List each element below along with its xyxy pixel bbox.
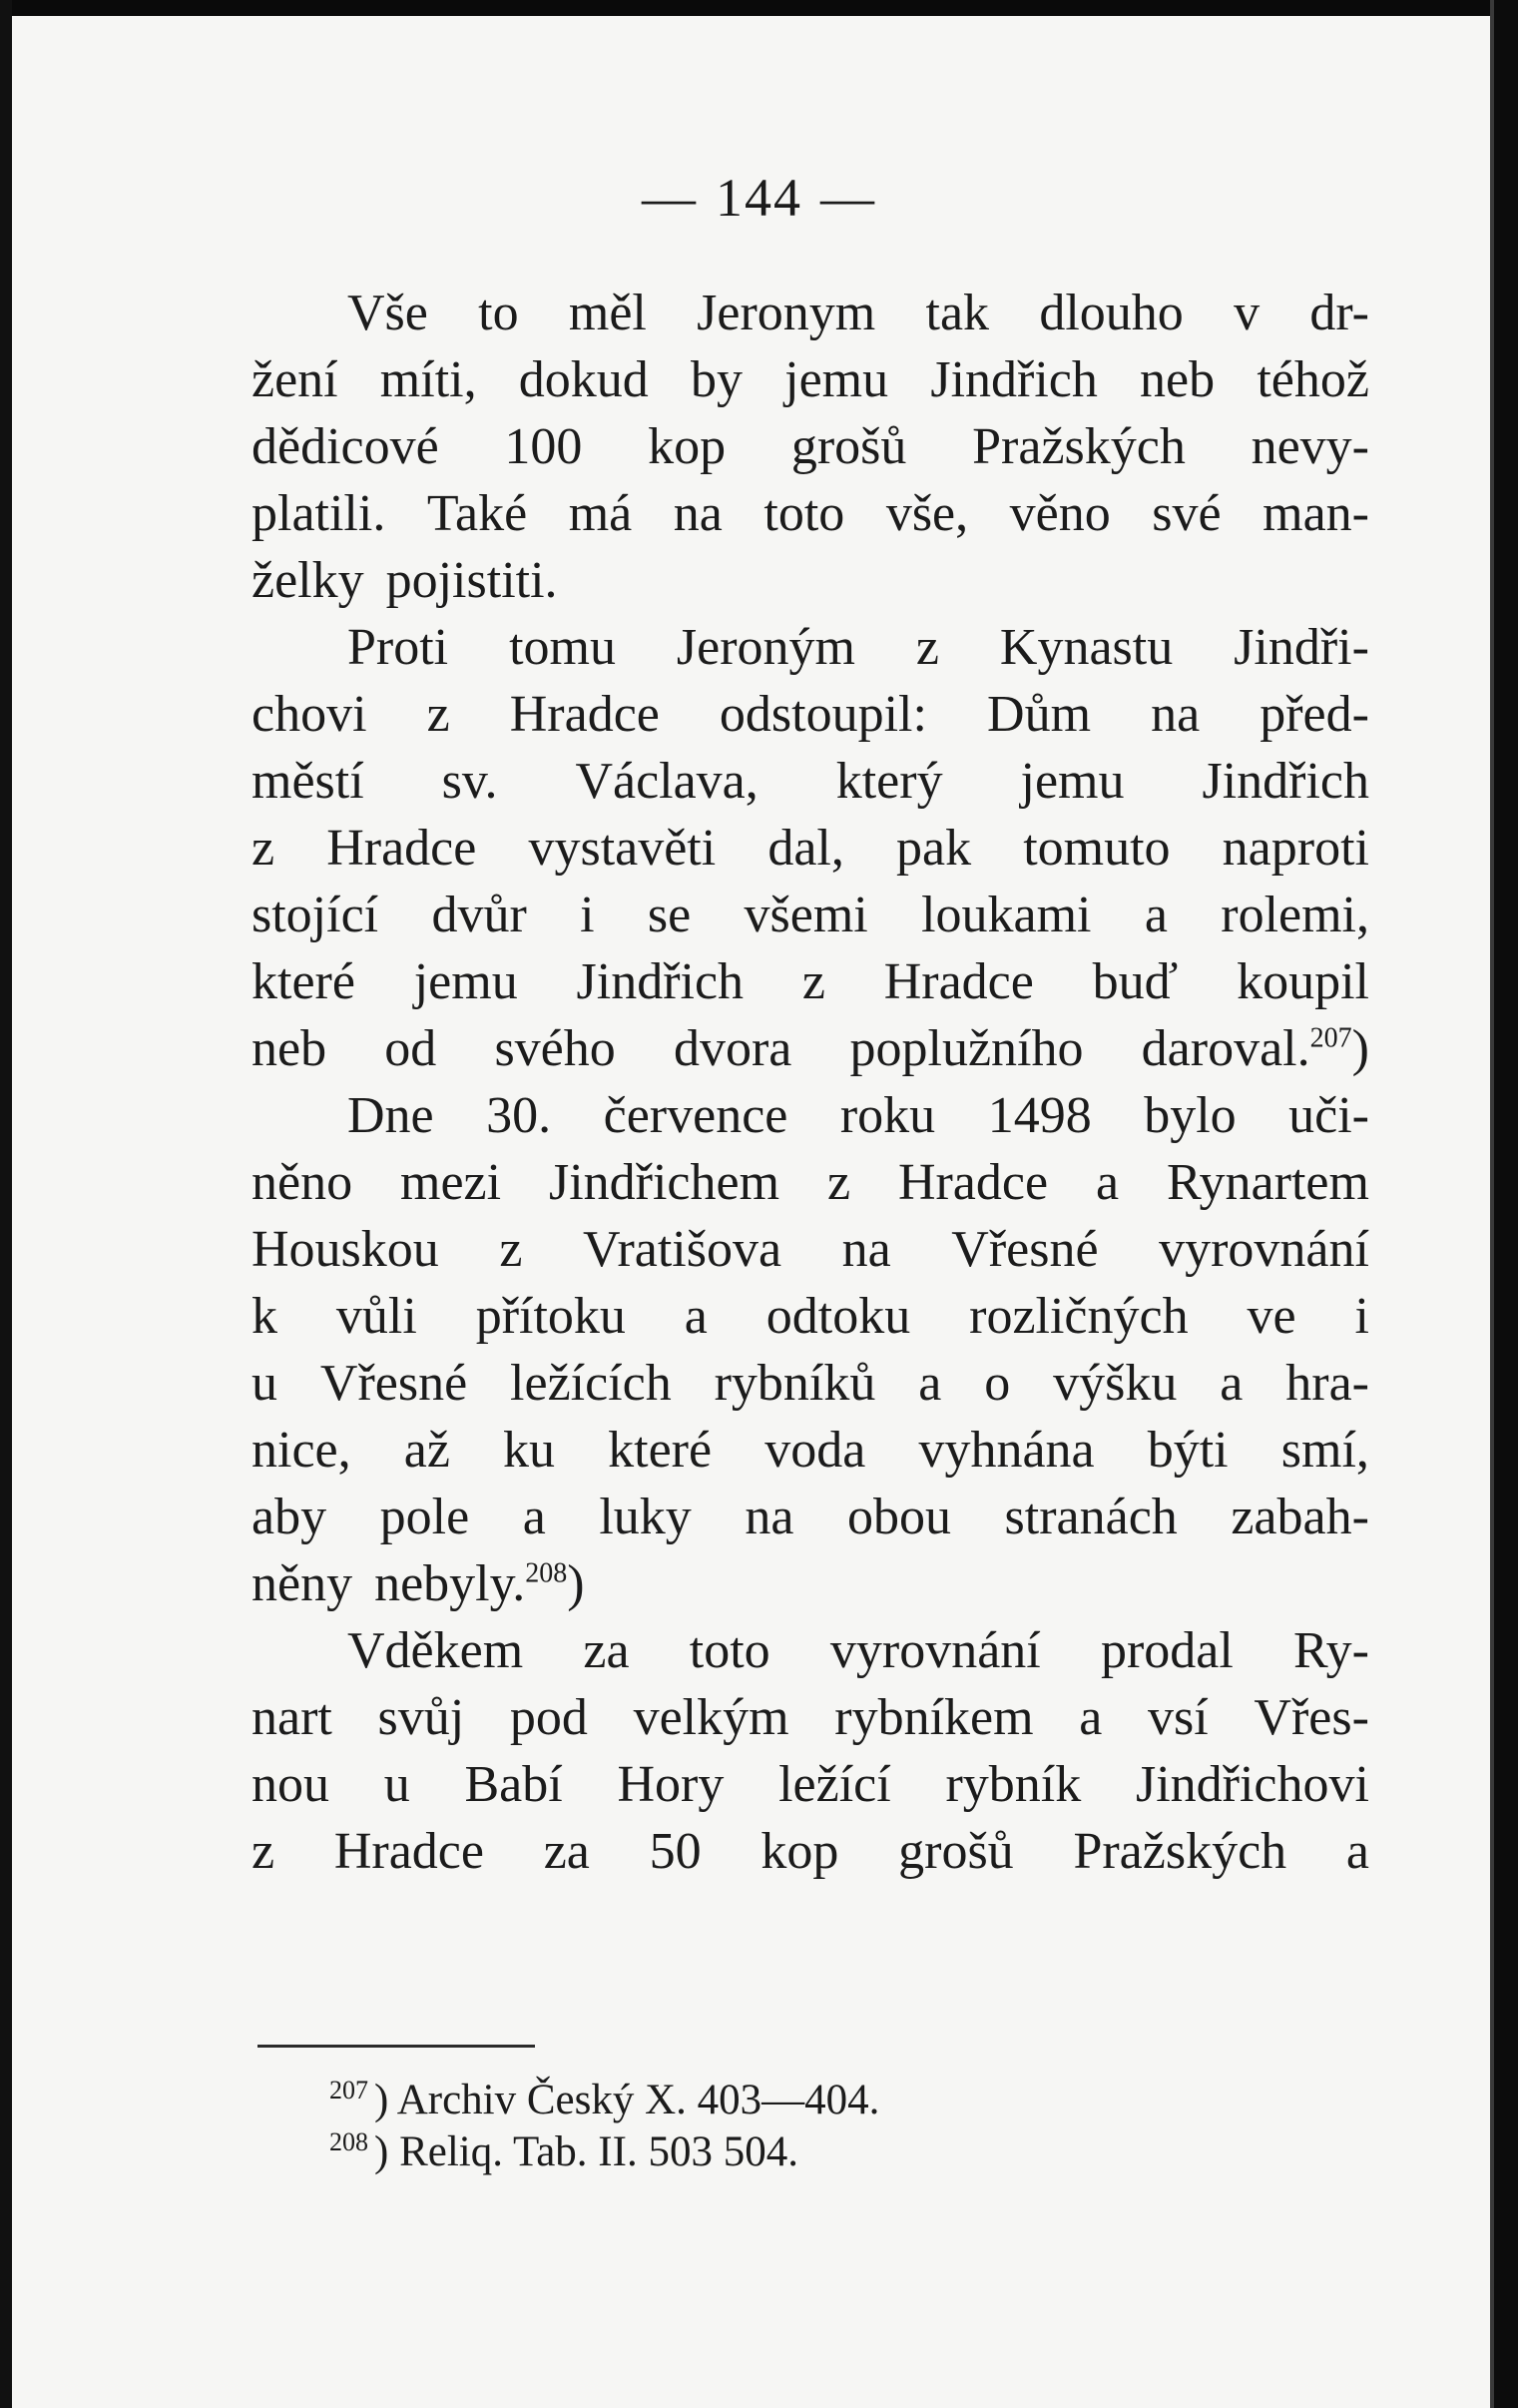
text-line — [252, 1015, 1369, 1082]
word: Hory — [617, 1756, 725, 1813]
word: městí — [252, 753, 364, 810]
word: které — [252, 953, 355, 1010]
word: Jindřich — [576, 953, 745, 1010]
word: míti, — [379, 351, 477, 408]
word: roku — [839, 1087, 936, 1144]
word: Jeronym — [697, 285, 876, 341]
word: o — [984, 1355, 1011, 1412]
text-line — [252, 1149, 1369, 1216]
word: toto — [763, 485, 845, 542]
footnote: $^{208}$ ) Reliq. Tab. II. 503 504. — [329, 2126, 798, 2175]
word: na — [841, 1221, 891, 1278]
text-line — [252, 346, 1369, 413]
word: vyhnána — [918, 1422, 1095, 1479]
word: prodal — [1100, 1622, 1234, 1679]
footnotes — [329, 2075, 1228, 2178]
word: 30. — [486, 1087, 552, 1144]
text-line — [252, 1484, 1369, 1550]
scan-border-right — [1494, 0, 1518, 2408]
word: a — [1095, 1154, 1120, 1211]
text-line — [252, 413, 1369, 480]
word: dr- — [1309, 285, 1369, 341]
word: voda — [764, 1422, 866, 1479]
word: tak — [925, 285, 990, 341]
page-number-dash-left: — — [642, 168, 698, 228]
word: nebyly.$^{208}$) — [374, 1555, 585, 1612]
text-line — [252, 547, 1369, 614]
word: ve — [1247, 1288, 1296, 1345]
word: Jeroným — [676, 619, 855, 676]
word: chovi — [252, 686, 367, 743]
word: Jindřich — [1202, 753, 1369, 810]
footnote-text: Archiv Český X. 403—404. — [388, 2077, 880, 2123]
word: z — [499, 1221, 523, 1278]
text-line — [252, 882, 1369, 948]
word: luky — [599, 1489, 692, 1545]
word: grošů — [790, 418, 907, 475]
word: Ry- — [1293, 1622, 1369, 1679]
word: a — [918, 1355, 942, 1412]
word: na — [1151, 686, 1201, 743]
word: dvůr — [431, 887, 527, 943]
word: pod — [509, 1689, 588, 1746]
word: dlouho — [1039, 285, 1184, 341]
word: man- — [1263, 485, 1369, 542]
word: obou — [847, 1489, 951, 1545]
word: kop — [760, 1823, 839, 1880]
word: na — [673, 485, 723, 542]
word: Vratišova — [583, 1221, 782, 1278]
word: který — [835, 753, 943, 810]
page-number-dash-right: — — [820, 168, 876, 228]
word: i — [1354, 1288, 1369, 1345]
word: to — [478, 285, 519, 341]
word: buď — [1092, 953, 1179, 1010]
word: z — [426, 686, 450, 743]
word: dal, — [767, 820, 844, 877]
word: i — [580, 887, 595, 943]
word: býti — [1147, 1422, 1229, 1479]
word: kop — [648, 418, 727, 475]
text-line — [252, 1417, 1369, 1484]
word: rozličných — [969, 1288, 1189, 1345]
word: vše, — [885, 485, 969, 542]
footnote: $^{207}$ ) Archiv Český X. 403—404. — [329, 2075, 880, 2123]
word: a — [684, 1288, 708, 1345]
word: a — [1220, 1355, 1244, 1412]
word: Vřesné — [951, 1221, 1099, 1278]
footnote-mark: 207 — [329, 2075, 368, 2105]
word: bylo — [1144, 1087, 1237, 1144]
word: naproti — [1222, 820, 1369, 877]
word: se — [647, 887, 692, 943]
word: z — [252, 820, 275, 877]
text-line — [252, 815, 1369, 882]
text-line — [252, 681, 1369, 748]
word: uči- — [1288, 1087, 1369, 1144]
footnote-reference: 208 — [525, 1557, 568, 1589]
word: Jindřich — [930, 351, 1098, 408]
footnote-reference: 207 — [1309, 1022, 1352, 1054]
word: má — [568, 485, 633, 542]
text-line — [252, 614, 1369, 681]
word: 50 — [649, 1823, 702, 1880]
word: mezi — [400, 1154, 502, 1211]
text-line — [252, 1082, 1369, 1149]
word: Pražských — [972, 418, 1186, 475]
word: rolemi, — [1221, 887, 1369, 943]
word: rybník — [945, 1756, 1082, 1813]
word: na — [745, 1489, 794, 1545]
text-line — [252, 748, 1369, 815]
word: nice, — [252, 1422, 351, 1479]
word: vyrovnání — [829, 1622, 1041, 1679]
word: Jindřichovi — [1135, 1756, 1369, 1813]
word: ležících — [510, 1355, 672, 1412]
footnote-text: Reliq. Tab. II. 503 504. — [388, 2128, 798, 2175]
word: rybníkem — [834, 1689, 1034, 1746]
word: měl — [568, 285, 647, 341]
word: stojící — [252, 887, 379, 943]
word: Babí — [464, 1756, 563, 1813]
text-line — [252, 1684, 1369, 1751]
word: vůli — [335, 1288, 417, 1345]
word: hra- — [1285, 1355, 1369, 1412]
word: koupil — [1237, 953, 1369, 1010]
text-line — [252, 1283, 1369, 1350]
word: Jindři- — [1234, 619, 1369, 676]
word: Hradce — [509, 686, 660, 743]
text-line — [252, 948, 1369, 1015]
footnote-mark: 208 — [329, 2126, 368, 2156]
scan-border-left — [0, 0, 12, 2408]
word: z — [826, 1154, 851, 1211]
word: tomuto — [1023, 820, 1171, 877]
word: 1498 — [987, 1087, 1092, 1144]
scan-border-top — [0, 0, 1518, 16]
word: platili. — [252, 485, 386, 542]
word: a — [1144, 887, 1168, 943]
word: Také — [426, 485, 528, 542]
word: zabah- — [1231, 1489, 1369, 1545]
word: v — [1234, 285, 1261, 341]
word: smí, — [1280, 1422, 1369, 1479]
page-number-value: 144 — [716, 168, 802, 228]
word: toto — [689, 1622, 770, 1679]
word: z — [915, 619, 939, 676]
word: Pražských — [1073, 1823, 1287, 1880]
word: odtoku — [765, 1288, 911, 1345]
word: a — [1345, 1823, 1369, 1880]
text-line — [252, 1216, 1369, 1283]
footnote-rule — [257, 2045, 535, 2048]
word: Václava, — [575, 753, 759, 810]
word: před- — [1260, 686, 1369, 743]
page-number — [0, 168, 1518, 228]
word: dokud — [518, 351, 649, 408]
word: vystavěti — [528, 820, 717, 877]
word: věno — [1009, 485, 1111, 542]
text-line — [252, 480, 1369, 547]
word: a — [1079, 1689, 1103, 1746]
word: 100 — [504, 418, 583, 475]
word: Vše — [347, 285, 428, 341]
word: nevy- — [1251, 418, 1369, 475]
word: Kynastu — [999, 619, 1174, 676]
word: vsí — [1148, 1689, 1209, 1746]
word: svého — [494, 1020, 616, 1077]
word: Dům — [987, 686, 1092, 743]
word: loukami — [921, 887, 1092, 943]
text-line — [252, 1617, 1369, 1684]
word: výšku — [1053, 1355, 1178, 1412]
word: vyrovnání — [1159, 1221, 1369, 1278]
word: jemu — [1020, 753, 1125, 810]
word: Proti — [347, 619, 449, 676]
word: dvora — [673, 1020, 792, 1077]
word: které — [608, 1422, 713, 1479]
word: u — [383, 1756, 410, 1813]
word: žení — [252, 351, 338, 408]
text-line — [252, 1818, 1369, 1885]
text-line — [252, 280, 1369, 346]
word: přítoku — [475, 1288, 626, 1345]
word: z — [801, 953, 825, 1010]
word: Hradce — [333, 1823, 484, 1880]
word: své — [1152, 485, 1222, 542]
word: u — [252, 1355, 277, 1412]
word: Hradce — [897, 1154, 1049, 1211]
word: neb — [252, 1020, 327, 1077]
word: aby — [252, 1489, 327, 1545]
word: poplužního — [849, 1020, 1084, 1077]
word: k — [252, 1288, 277, 1345]
word: by — [690, 351, 743, 408]
text-line — [252, 1550, 1369, 1617]
word: želky — [252, 552, 364, 609]
word: stranách — [1004, 1489, 1178, 1545]
word: rybníků — [714, 1355, 876, 1412]
word: pak — [895, 820, 972, 877]
word: dědicové — [252, 418, 439, 475]
word: pojistiti. — [385, 552, 558, 609]
word: svůj — [377, 1689, 465, 1746]
word: jemu — [413, 953, 518, 1010]
word: neb — [1140, 351, 1216, 408]
text-line — [252, 1350, 1369, 1417]
word: grošů — [898, 1823, 1014, 1880]
body-text — [252, 280, 1369, 1885]
word: sv. — [441, 753, 498, 810]
word: ležící — [778, 1756, 891, 1813]
word: a — [522, 1489, 546, 1545]
word: odstoupil: — [719, 686, 927, 743]
word: nou — [252, 1756, 329, 1813]
word: Vřesné — [319, 1355, 468, 1412]
word: velkým — [633, 1689, 789, 1746]
word: pole — [379, 1489, 470, 1545]
word: Rynartem — [1166, 1154, 1369, 1211]
word: nart — [252, 1689, 332, 1746]
word: daroval.$^{207}$) — [1141, 1020, 1369, 1077]
word: Vděkem — [347, 1622, 524, 1679]
word: z — [252, 1823, 275, 1880]
text-line — [252, 1751, 1369, 1818]
word: Houskou — [252, 1221, 439, 1278]
word: za — [583, 1622, 630, 1679]
word: všemi — [744, 887, 868, 943]
word: Jindřichem — [548, 1154, 780, 1211]
word: za — [543, 1823, 590, 1880]
word: od — [384, 1020, 437, 1077]
word: Hradce — [326, 820, 477, 877]
word: Dne — [347, 1087, 434, 1144]
word: něno — [252, 1154, 353, 1211]
word: července — [603, 1087, 788, 1144]
word: až — [403, 1422, 450, 1479]
word: Vřes- — [1254, 1689, 1369, 1746]
word: tomu — [509, 619, 616, 676]
word: ku — [503, 1422, 556, 1479]
word: Hradce — [883, 953, 1034, 1010]
word: téhož — [1257, 351, 1369, 408]
word: něny — [252, 1555, 353, 1612]
word: jemu — [784, 351, 889, 408]
